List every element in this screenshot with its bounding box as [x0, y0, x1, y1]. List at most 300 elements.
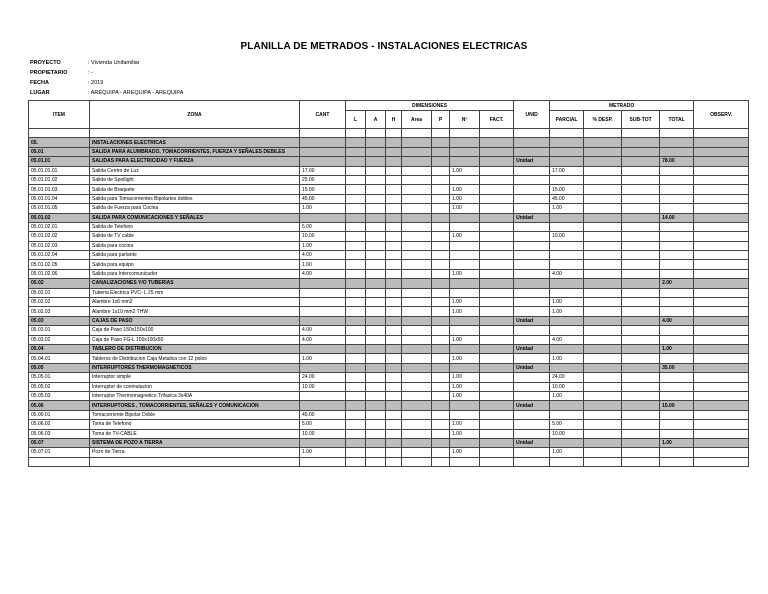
empty-cell — [550, 279, 584, 288]
empty-cell — [386, 420, 402, 429]
info-value: : AREQUIPA - AREQUIPA - AREQUIPA — [88, 90, 184, 96]
item-row — [29, 166, 749, 175]
empty-cell — [300, 157, 346, 166]
zona-cell: Salida para Intercomunicador — [90, 269, 300, 278]
empty-cell — [622, 194, 660, 203]
unid-cell — [514, 307, 550, 316]
empty-cell — [450, 213, 480, 222]
item-row — [29, 335, 749, 344]
empty-cell — [366, 410, 386, 419]
unid-cell — [514, 166, 550, 175]
empty-cell — [622, 222, 660, 231]
empty-cell — [366, 307, 386, 316]
fact-cell — [480, 269, 514, 278]
cant-cell: 1.00 — [300, 260, 346, 269]
fact-cell — [480, 251, 514, 260]
empty-cell — [694, 298, 749, 307]
parcial-cell: 4.00 — [550, 269, 584, 278]
parcial-cell: 5.00 — [550, 420, 584, 429]
empty-cell — [346, 354, 366, 363]
parcial-cell — [550, 251, 584, 260]
empty-cell — [300, 138, 346, 147]
fact-cell — [480, 373, 514, 382]
empty-cell — [346, 279, 366, 288]
fact-cell — [480, 166, 514, 175]
item-cell: 05.06 — [29, 401, 90, 410]
empty-cell — [622, 373, 660, 382]
empty-cell — [694, 194, 749, 203]
cant-cell — [300, 391, 346, 400]
col-metrado: METRADO — [550, 101, 694, 111]
unid-cell — [514, 185, 550, 194]
fact-cell — [480, 204, 514, 213]
cant-cell: 10.00 — [300, 382, 346, 391]
item-row — [29, 204, 749, 213]
empty-cell — [300, 147, 346, 156]
empty-cell — [402, 307, 432, 316]
cant-cell: 45.00 — [300, 194, 346, 203]
empty-cell — [90, 457, 300, 466]
col-p: P — [432, 111, 450, 129]
empty-cell — [584, 307, 622, 316]
empty-cell — [366, 438, 386, 447]
empty-cell — [584, 279, 622, 288]
empty-cell — [480, 401, 514, 410]
empty-cell — [366, 279, 386, 288]
empty-cell — [694, 260, 749, 269]
zona-cell: Salida de TV cable — [90, 232, 300, 241]
empty-cell — [660, 307, 694, 316]
empty-cell — [622, 204, 660, 213]
unid-cell: Unidad — [514, 344, 550, 353]
empty-cell — [660, 204, 694, 213]
parcial-cell: 10.00 — [550, 429, 584, 438]
empty-cell — [346, 269, 366, 278]
item-cell: 05.02.01 — [29, 288, 90, 297]
empty-cell — [402, 157, 432, 166]
empty-cell — [660, 457, 694, 466]
empty-cell — [366, 363, 386, 372]
empty-cell — [622, 138, 660, 147]
item-row — [29, 194, 749, 203]
cant-cell: 4.00 — [300, 251, 346, 260]
empty-cell — [432, 373, 450, 382]
empty-cell — [660, 185, 694, 194]
spacer-row — [29, 457, 749, 466]
item-cell: 05.01.02 — [29, 213, 90, 222]
item-cell: 05.05.03 — [29, 391, 90, 400]
total-cell: 1.00 — [660, 344, 694, 353]
item-row — [29, 307, 749, 316]
empty-cell — [622, 213, 660, 222]
empty-cell — [550, 213, 584, 222]
zona-cell: Tableros de Distribucion Caja Metalica con 12 polos — [90, 354, 300, 363]
empty-cell — [622, 382, 660, 391]
empty-cell — [450, 457, 480, 466]
empty-cell — [402, 429, 432, 438]
empty-cell — [694, 241, 749, 250]
col-cant: CANT — [300, 101, 346, 129]
empty-cell — [386, 326, 402, 335]
empty-cell — [694, 251, 749, 260]
empty-cell — [402, 354, 432, 363]
empty-cell — [366, 222, 386, 231]
empty-cell — [432, 354, 450, 363]
empty-cell — [480, 147, 514, 156]
empty-cell — [432, 307, 450, 316]
empty-cell — [622, 232, 660, 241]
unid-cell — [514, 326, 550, 335]
empty-cell — [402, 335, 432, 344]
unid-cell — [514, 260, 550, 269]
n-cell — [450, 251, 480, 260]
info-label: PROPIETARIO — [30, 70, 68, 76]
parcial-cell: 17.00 — [550, 166, 584, 175]
n-cell: 1.00 — [450, 204, 480, 213]
empty-cell — [300, 279, 346, 288]
empty-cell — [660, 269, 694, 278]
empty-cell — [450, 438, 480, 447]
empty-cell — [402, 457, 432, 466]
n-cell: 1.00 — [450, 335, 480, 344]
empty-cell — [622, 129, 660, 138]
item-cell: 05.02.03 — [29, 307, 90, 316]
empty-cell — [584, 175, 622, 184]
zona-cell: Salida para parlante — [90, 251, 300, 260]
empty-cell — [346, 241, 366, 250]
zona-cell: Interruptor simple — [90, 373, 300, 382]
empty-cell — [29, 129, 90, 138]
parcial-cell: 45.00 — [550, 194, 584, 203]
empty-cell — [366, 316, 386, 325]
empty-cell — [386, 382, 402, 391]
n-cell: 1.00 — [450, 382, 480, 391]
empty-cell — [622, 241, 660, 250]
empty-cell — [694, 204, 749, 213]
empty-cell — [402, 316, 432, 325]
item-cell: 05. — [29, 138, 90, 147]
empty-cell — [346, 429, 366, 438]
empty-cell — [584, 129, 622, 138]
cant-cell: 5.00 — [300, 222, 346, 231]
item-row — [29, 410, 749, 419]
col-n: Nº — [450, 111, 480, 129]
observ-cell — [694, 138, 749, 147]
n-cell: 1.00 — [450, 391, 480, 400]
unid-cell — [514, 241, 550, 250]
total-cell: 1.00 — [660, 438, 694, 447]
empty-cell — [386, 194, 402, 203]
zona-cell: CAJAS DE PASO — [90, 316, 300, 325]
n-cell — [450, 288, 480, 297]
empty-cell — [386, 222, 402, 231]
empty-cell — [432, 241, 450, 250]
empty-cell — [366, 129, 386, 138]
item-cell: 05.05.01 — [29, 373, 90, 382]
cant-cell: 4.00 — [300, 269, 346, 278]
fact-cell — [480, 335, 514, 344]
col-l: L — [346, 111, 366, 129]
empty-cell — [386, 129, 402, 138]
fact-cell — [480, 326, 514, 335]
col-item: ITEM — [29, 101, 90, 129]
empty-cell — [622, 354, 660, 363]
empty-cell — [300, 213, 346, 222]
empty-cell — [480, 457, 514, 466]
item-cell: 05.01.01.05 — [29, 204, 90, 213]
empty-cell — [694, 420, 749, 429]
empty-cell — [450, 147, 480, 156]
zona-cell: CANALIZACIONES Y/O TUBERIAS — [90, 279, 300, 288]
unid-cell — [514, 373, 550, 382]
empty-cell — [622, 448, 660, 457]
empty-cell — [660, 288, 694, 297]
n-cell: 1.00 — [450, 298, 480, 307]
empty-cell — [386, 373, 402, 382]
parcial-cell: 10.00 — [550, 232, 584, 241]
empty-cell — [366, 194, 386, 203]
n-cell: 1.00 — [450, 373, 480, 382]
empty-cell — [402, 438, 432, 447]
unid-cell: Unidad — [514, 363, 550, 372]
info-row-propietario — [30, 68, 183, 78]
empty-cell — [386, 344, 402, 353]
empty-cell — [450, 138, 480, 147]
n-cell: 1.00 — [450, 232, 480, 241]
empty-cell — [386, 335, 402, 344]
empty-cell — [366, 288, 386, 297]
item-row — [29, 251, 749, 260]
parcial-cell: 1.00 — [550, 391, 584, 400]
empty-cell — [346, 438, 366, 447]
empty-cell — [660, 326, 694, 335]
empty-cell — [432, 279, 450, 288]
empty-cell — [660, 410, 694, 419]
empty-cell — [432, 232, 450, 241]
empty-cell — [432, 382, 450, 391]
empty-cell — [660, 175, 694, 184]
empty-cell — [402, 298, 432, 307]
empty-cell — [346, 232, 366, 241]
empty-cell — [432, 326, 450, 335]
empty-cell — [402, 288, 432, 297]
empty-cell — [694, 129, 749, 138]
zona-cell: Toma de Telefono — [90, 420, 300, 429]
parcial-cell — [550, 326, 584, 335]
empty-cell — [386, 401, 402, 410]
empty-cell — [450, 279, 480, 288]
cant-cell: 15.00 — [300, 185, 346, 194]
total-cell — [660, 138, 694, 147]
empty-cell — [660, 298, 694, 307]
observ-cell — [694, 157, 749, 166]
empty-cell — [366, 298, 386, 307]
empty-cell — [386, 298, 402, 307]
empty-cell — [366, 269, 386, 278]
item-cell: 05.01.01.04 — [29, 194, 90, 203]
item-row — [29, 391, 749, 400]
unid-cell — [514, 232, 550, 241]
empty-cell — [694, 448, 749, 457]
parcial-cell — [550, 241, 584, 250]
empty-cell — [346, 288, 366, 297]
zona-cell: Pozo de Tierra — [90, 448, 300, 457]
empty-cell — [300, 363, 346, 372]
spacer-row — [29, 129, 749, 138]
empty-cell — [386, 391, 402, 400]
empty-cell — [346, 213, 366, 222]
empty-cell — [694, 232, 749, 241]
empty-cell — [402, 147, 432, 156]
empty-cell — [346, 344, 366, 353]
unid-cell — [514, 269, 550, 278]
cant-cell — [300, 307, 346, 316]
item-cell: 05.01.02.06 — [29, 269, 90, 278]
item-row — [29, 232, 749, 241]
empty-cell — [480, 129, 514, 138]
empty-cell — [584, 326, 622, 335]
empty-cell — [694, 307, 749, 316]
empty-cell — [432, 429, 450, 438]
col-dimensiones: DIMENSIONES — [346, 101, 514, 111]
empty-cell — [550, 344, 584, 353]
item-cell: 05.07.01 — [29, 448, 90, 457]
empty-cell — [432, 166, 450, 175]
empty-cell — [346, 129, 366, 138]
empty-cell — [660, 335, 694, 344]
item-cell: 05.05 — [29, 363, 90, 372]
empty-cell — [480, 438, 514, 447]
empty-cell — [584, 316, 622, 325]
empty-cell — [584, 241, 622, 250]
unid-cell — [514, 194, 550, 203]
unid-cell: Unidad — [514, 213, 550, 222]
n-cell: 1.00 — [450, 420, 480, 429]
cant-cell: 24.00 — [300, 373, 346, 382]
empty-cell — [432, 401, 450, 410]
empty-cell — [694, 373, 749, 382]
item-row — [29, 373, 749, 382]
zona-cell: Salida de Fuerza para Cocina — [90, 204, 300, 213]
empty-cell — [366, 344, 386, 353]
cant-cell: 4.00 — [300, 326, 346, 335]
unid-cell — [514, 288, 550, 297]
empty-cell — [346, 204, 366, 213]
empty-cell — [366, 241, 386, 250]
cant-cell: 1.00 — [300, 241, 346, 250]
empty-cell — [622, 429, 660, 438]
empty-cell — [584, 344, 622, 353]
col-h: H — [386, 111, 402, 129]
empty-cell — [366, 335, 386, 344]
item-row — [29, 260, 749, 269]
empty-cell — [694, 185, 749, 194]
empty-cell — [432, 269, 450, 278]
empty-cell — [29, 457, 90, 466]
item-cell: 05.07 — [29, 438, 90, 447]
empty-cell — [402, 129, 432, 138]
empty-cell — [402, 401, 432, 410]
empty-cell — [450, 363, 480, 372]
empty-cell — [584, 382, 622, 391]
empty-cell — [584, 288, 622, 297]
section-row — [29, 363, 749, 372]
empty-cell — [660, 166, 694, 175]
fact-cell — [480, 391, 514, 400]
item-row — [29, 222, 749, 231]
col-a: A — [366, 111, 386, 129]
empty-cell — [300, 129, 346, 138]
empty-cell — [694, 354, 749, 363]
empty-cell — [366, 138, 386, 147]
empty-cell — [660, 354, 694, 363]
empty-cell — [386, 448, 402, 457]
section-row — [29, 147, 749, 156]
empty-cell — [346, 326, 366, 335]
n-cell — [450, 260, 480, 269]
fact-cell — [480, 354, 514, 363]
empty-cell — [432, 147, 450, 156]
parcial-cell — [550, 175, 584, 184]
col-total: TOTAL — [660, 111, 694, 129]
section-row — [29, 344, 749, 353]
empty-cell — [622, 391, 660, 400]
empty-cell — [346, 147, 366, 156]
empty-cell — [402, 373, 432, 382]
empty-cell — [622, 316, 660, 325]
n-cell: 1.00 — [450, 185, 480, 194]
empty-cell — [584, 251, 622, 260]
empty-cell — [366, 457, 386, 466]
zona-cell: SALIDAS PARA ELECTRICIDAD Y FUERZA — [90, 157, 300, 166]
zona-cell: Salida de Braquete — [90, 185, 300, 194]
zona-cell: Caja de Paso FG-L 100x100x50 — [90, 335, 300, 344]
observ-cell — [694, 279, 749, 288]
empty-cell — [402, 166, 432, 175]
empty-cell — [584, 420, 622, 429]
item-cell: 05.01 — [29, 147, 90, 156]
empty-cell — [622, 166, 660, 175]
sheet-title: PLANILLA DE METRADOS - INSTALACIONES ELECTRICAS — [240, 41, 528, 52]
empty-cell — [694, 410, 749, 419]
empty-cell — [622, 175, 660, 184]
item-cell: 05.06.01 — [29, 410, 90, 419]
item-cell: 05.05.02 — [29, 382, 90, 391]
empty-cell — [346, 185, 366, 194]
empty-cell — [694, 222, 749, 231]
empty-cell — [622, 363, 660, 372]
cant-cell: 25.00 — [300, 175, 346, 184]
item-cell: 05.01.01 — [29, 157, 90, 166]
item-cell: 05.01.02.05 — [29, 260, 90, 269]
empty-cell — [402, 204, 432, 213]
empty-cell — [550, 147, 584, 156]
empty-cell — [480, 363, 514, 372]
empty-cell — [346, 316, 366, 325]
empty-cell — [366, 326, 386, 335]
empty-cell — [386, 307, 402, 316]
empty-cell — [346, 382, 366, 391]
empty-cell — [402, 326, 432, 335]
empty-cell — [346, 391, 366, 400]
fact-cell — [480, 260, 514, 269]
empty-cell — [694, 175, 749, 184]
empty-cell — [694, 382, 749, 391]
n-cell: 1.00 — [450, 354, 480, 363]
empty-cell — [432, 288, 450, 297]
empty-cell — [550, 363, 584, 372]
empty-cell — [584, 457, 622, 466]
